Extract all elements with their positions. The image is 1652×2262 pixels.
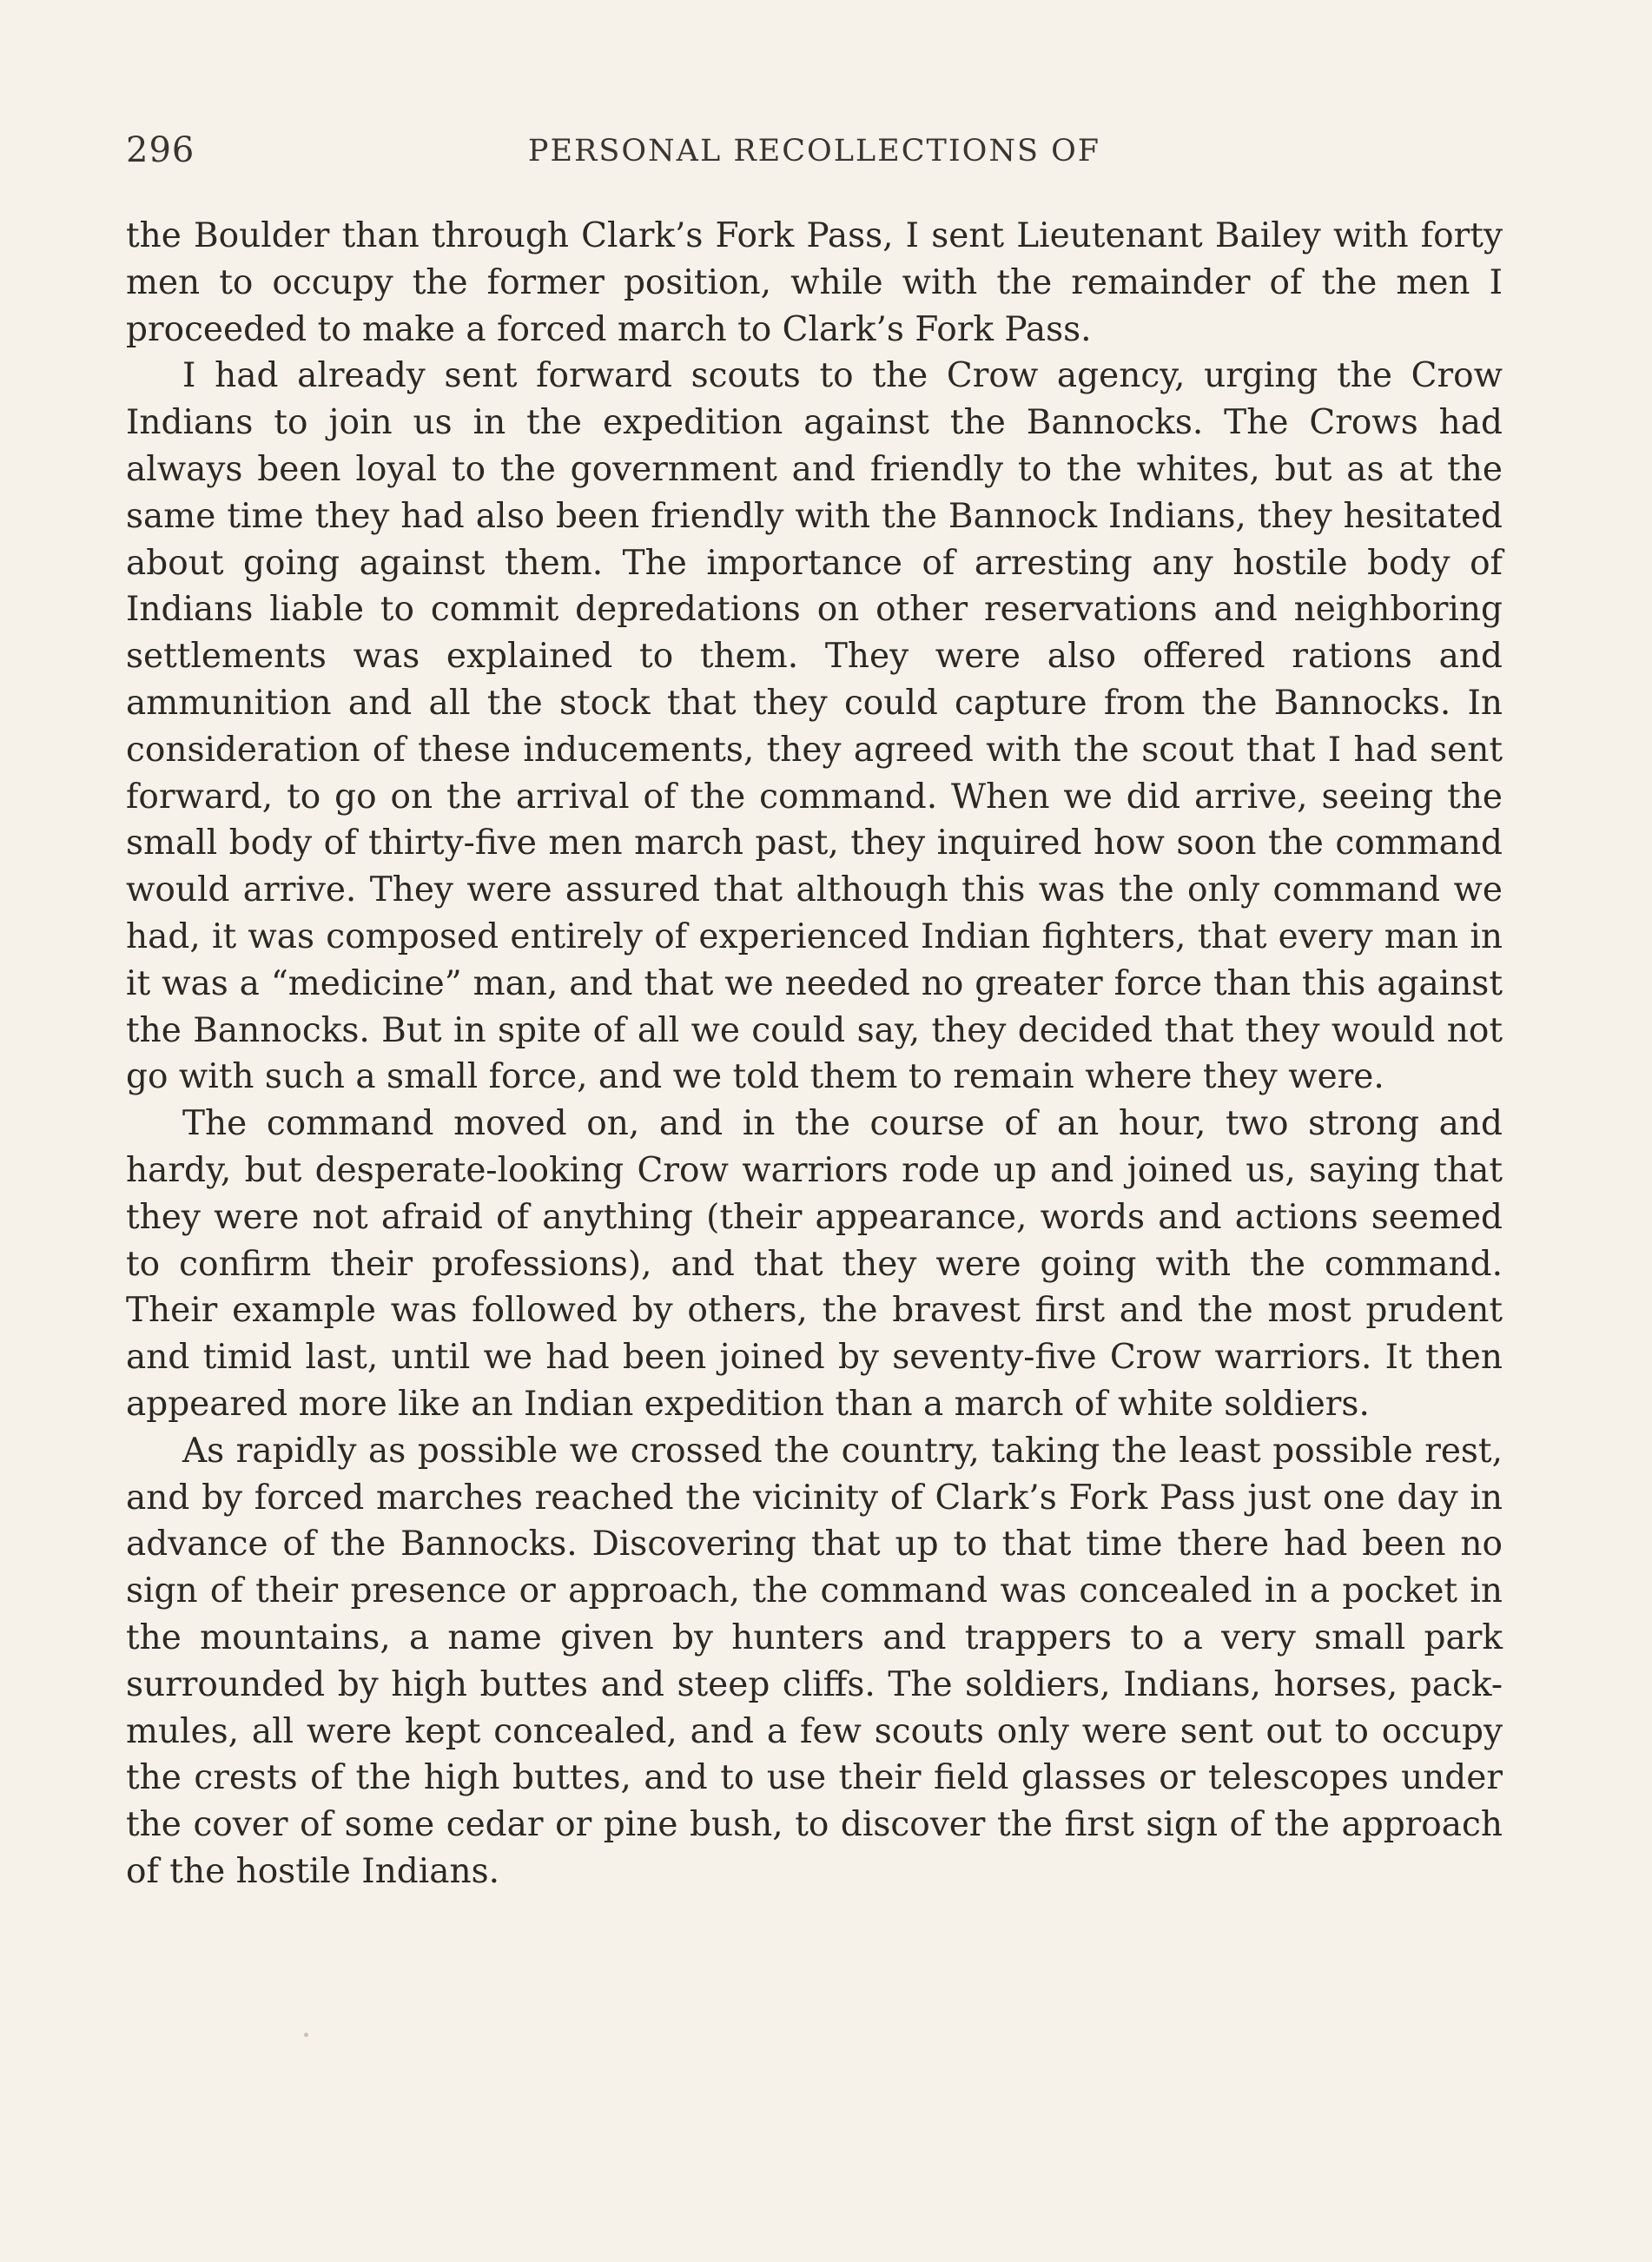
paper-speck (304, 2033, 308, 2037)
running-title: PERSONAL RECOLLECTIONS OF (527, 134, 1101, 169)
paragraph-forced-march: As rapidly as possible we crossed the country, taking the least possible rest, and by forced marches reached the vicinity of Clark’s Fork Pass just one day in advance of the Bannocks. Discovering that up to that time there had been no sign of their presence or approach, the command was concealed in a pocket in the mountains, a name given by hunters and trappers to a very small park surrounded by high buttes and steep cliffs. The soldiers, Indians, horses, pack-mules, all were kept concealed, and a few scouts only were sent out to occupy the crests of the high buttes, and to use their field glasses or telescopes under the cover of some cedar or pine bush, to discover the first sign of the approach of the hostile Indians. (126, 1431, 1503, 1891)
paragraph-crow-warriors-join: The command moved on, and in the course of an hour, two strong and hardy, but desperate-looking Crow warriors rode up and joined us, saying that they were not afraid of anything (their appearance, words and actions seemed to confirm their professions), and that they were going with the command. Their example was followed by others, the bravest first and the most prudent and timid last, until we had been joined by seventy-five Crow warriors. It then appeared more like an Indian expedition than a march of white soldiers. (126, 1104, 1503, 1424)
paragraph-continued: the Boulder than through Clark’s Fork Pass, I sent Lieutenant Bailey with forty men to occupy the former position, while with the remainder of the men I proceeded to make a forced march to Clark’s Fork Pass. (126, 216, 1503, 349)
running-head (126, 130, 1503, 182)
page-number: 296 (126, 130, 195, 170)
body-text (126, 213, 1503, 1895)
paragraph-crow-scouts: I had already sent forward scouts to the Crow agency, urging the Crow Indians to join us in the expedition against the Bannocks. The Crows had always been loyal to the government and friendly to the whites, but as at the same time they had also been friendly with the Bannock Indians, they hesitated about going against them. The importance of arresting any hostile body of Indians liable to commit depredations on other reservations and neighboring settlements was explained to them. They were also offered rations and ammunition and all the stock that they could capture from the Bannocks. In consideration of these inducements, they agreed with the scout that I had sent forward, to go on the arrival of the command. When we did arrive, seeing the small body of thirty-five men march past, they inquired how soon the command would arrive. They were assured that although this was the only command we had, it was composed entirely of experienced Indian fighters, that every man in it was a “medicine” man, and that we needed no greater force than this against the Bannocks. But in spite of all we could say, they decided that they would not go with such a small force, and we told them to remain where they were. (126, 356, 1503, 1097)
